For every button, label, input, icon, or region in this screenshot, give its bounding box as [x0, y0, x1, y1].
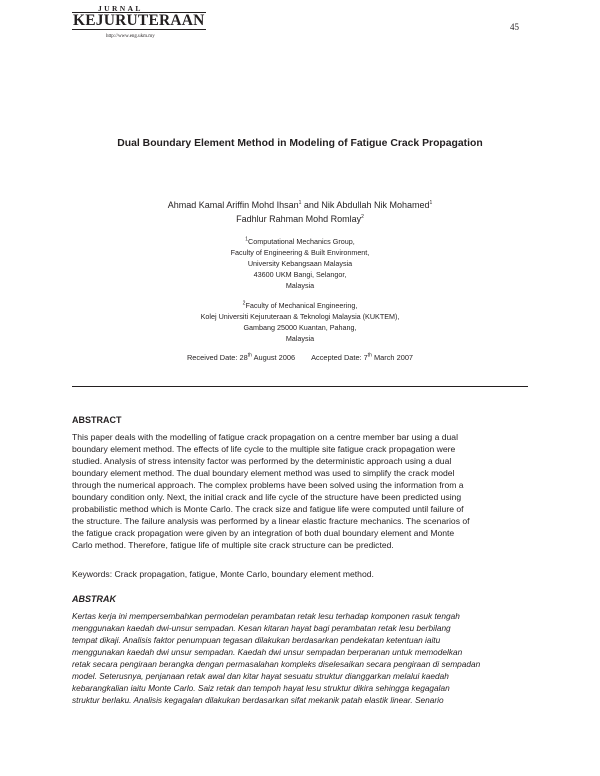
section-divider: [72, 386, 528, 387]
author-line-1: [0, 198, 600, 212]
abstrak-line: struktur berlaku. Analisis kegagalan dilakukan berdasarkan sifat mekanik patah elastik linear. Senario: [72, 694, 444, 705]
abstract-line: through the numerical approach. The complex problems have been solved using the information from a: [72, 479, 464, 490]
author-1-sup: 1: [298, 200, 302, 206]
abstrak-line: model. Seterusnya, penjanaan retak awal dan kitar hayat sesuatu struktur dianggarkan melalui kaedah: [72, 670, 449, 681]
abstract-line: boundary element method. The effects of life cycle to the multiple site fatigue crack propagation were: [72, 443, 456, 454]
author-1: Ahmad Kamal Ariffin Mohd Ihsan: [167, 200, 299, 210]
affiliation-line: University Kebangsaan Malaysia: [247, 259, 353, 268]
abstrak-heading: ABSTRAK: [72, 594, 116, 604]
abstract-line: Carlo method. Therefore, fatigue life of multiple site crack structure can be predicted.: [72, 539, 394, 550]
author-3-sup: 2: [361, 214, 364, 220]
affiliation-line: $^1$Computational Mechanics Group,: [245, 236, 355, 246]
author-2-sup: 1: [429, 200, 433, 206]
abstrak-line: menggunakan kaedah dwi-unsur sempadan. Kesan kitaran hayat bagi perambatan retak lesu berbilang: [72, 622, 451, 633]
abstract-line: the structure. The failure analysis was performed by a linear elastic fracture mechanics. The scenarios of: [72, 515, 470, 526]
affiliation-line: Kolej Universiti Kejuruteraan & Teknologi Malaysia (KUKTEM),: [200, 312, 400, 321]
abstract-line: probabilistic method which is Monte Carlo. The crack size and fatigue life were computed until failure of: [72, 503, 464, 514]
abstract-heading: ABSTRACT: [72, 415, 122, 425]
journal-label: JURNAL: [98, 4, 143, 13]
author-line-2: [0, 212, 600, 226]
author-3: Fadhlur Rahman Mohd Romlay: [236, 214, 362, 224]
abstrak-line: tempat dikaji. Analisis faktor penumpuan tegasan dilakukan berdasarkan pendekatan ketentuan iaitu: [72, 634, 441, 645]
abstrak-line: menggunakan kaedah dwi unsur sempadan. Kaedah dwi unsur sempadan berperanan untuk memodelkan: [72, 646, 463, 657]
affiliation-line: Malaysia: [285, 281, 315, 290]
abstrak-line: kebarangkalian iaitu Monte Carlo. Saiz retak dan tempoh hayat lesu struktur dikira sehingga kegagalan: [72, 682, 450, 693]
dates-line: [0, 353, 600, 362]
affiliation-line: 43600 UKM Bangi, Selangor,: [253, 270, 347, 279]
abstrak-body: [72, 611, 528, 707]
affiliation-line: Malaysia: [285, 334, 315, 343]
affiliation-1: [0, 236, 600, 291]
journal-url: http://www.eng.ukm.my: [106, 34, 155, 39]
received-date: Received Date: 28th August 2006: [186, 352, 296, 362]
abstract-line: studied. Analysis of stress intensity factor was performed by the deterministic approach using a dual: [72, 455, 452, 466]
paper-title: Dual Boundary Element Method in Modeling of Fatigue Crack Propagation: [117, 138, 483, 149]
affiliation-2: [0, 300, 600, 344]
abstract-line: boundary element method. The dual boundary element method was used to simplify the crack model: [72, 467, 455, 478]
abstract-line: the fatigue crack propagation were given by an integration of both dual boundary element and Monte: [72, 527, 455, 538]
abstract-body: [72, 432, 528, 552]
journal-logo: KEJURUTERAAN: [73, 12, 205, 29]
affiliation-line: Faculty of Engineering & Built Environment,: [230, 248, 370, 257]
page-number: 45: [510, 22, 519, 32]
author-block: [0, 198, 600, 226]
accepted-date: Accepted Date: 7th March 2007: [311, 352, 414, 362]
affiliation-2-sup: 2: [242, 300, 246, 307]
abstract-line: This paper deals with the modelling of fatigue crack propagation on a centre member bar using a dual: [72, 432, 458, 442]
abstract-line: boundary condition only. Next, the initial crack and life cycle of the structure have been predicted using: [72, 491, 462, 502]
affiliation-line: Gambang 25000 Kuantan, Pahang,: [243, 323, 357, 332]
affiliation-line: $^2$Faculty of Mechanical Engineering,: [242, 300, 358, 310]
affiliation-1-sup: 1: [245, 236, 249, 243]
keywords: Keywords: Crack propagation, fatigue, Monte Carlo, boundary element method.: [72, 569, 374, 579]
abstrak-line: Kertas kerja ini mempersembahkan permodelan perambatan retak lesu terhadap komponen rasuk tengah: [72, 611, 460, 621]
author-2: and Nik Abdullah Nik Mohamed: [301, 200, 430, 210]
abstrak-line: retak secara pengiraan berangka dengan permasalahan kompleks diselesaikan secara pengiraan di sempadan: [72, 658, 481, 669]
